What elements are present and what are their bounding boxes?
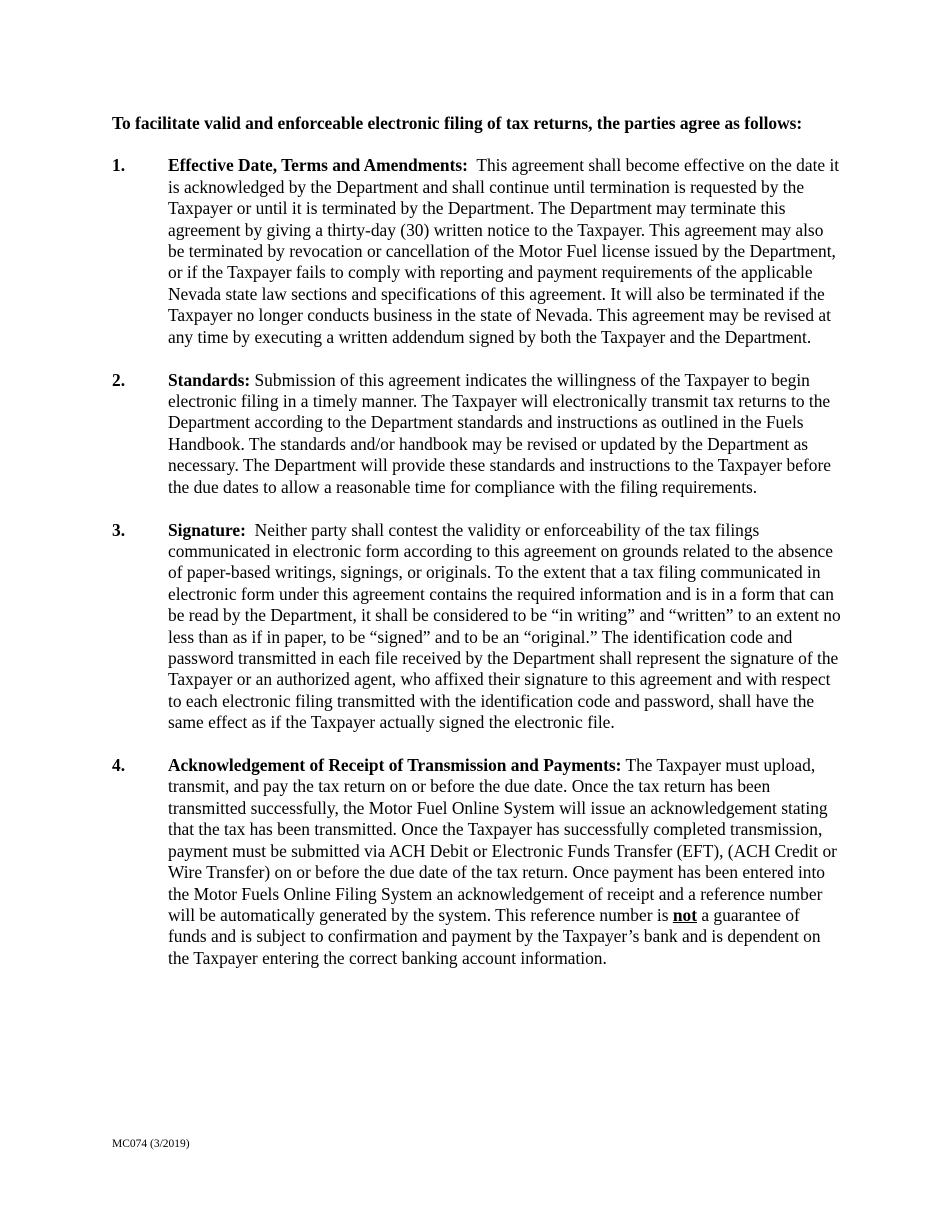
agreement-item-3 [112,520,842,734]
item-text-continued: a guarantee of funds and is subject to confirmation and payment by the Taxpayer’s bank and is dependent on the Taxpayer entering the correct banking account information. [168,904,821,968]
item-number: 3. [112,519,126,540]
item-number: 4. [112,755,126,776]
item-heading: Signature: [168,519,246,540]
intro-paragraph: To facilitate valid and enforceable electronic filing of tax returns, the parties agree as follows: [112,113,803,133]
item-text: The Taxpayer must upload, transmit, and pay the tax return on or before the due date. Once the tax return has been transmitted successfully, the Motor Fuel Online System will issue an acknowledgement stating that the tax has been transmitted. Once the Taxpayer has successfully completed transmission, payment must be submitted via ACH Debit or Electronic Funds Transfer (EFT), (ACH Credit or Wire Transfer) on or before the due date of the tax return. Once payment has been entered into the Motor Fuels Online Filing System an acknowledgement of receipt and a reference number will be automatically generated by the system. This reference number is [168,755,837,925]
item-heading: Effective Date, Terms and Amendments: [168,155,468,176]
emphasis-not: not [672,904,697,925]
document-page [112,113,842,991]
agreement-item-2 [112,370,842,498]
item-text: This agreement shall become effective on the date it is acknowledged by the Department and shall continue until termination is requested by the Taxpayer or until it is terminated by the Department. The Department may terminate this agreement by giving a thirty-day (30) written notice to the Taxpayer. This agreement may also be terminated by revocation or cancellation of the Motor Fuel license issued by the Department, or if the Taxpayer fails to comply with reporting and payment requirements of the applicable Nevada state law sections and specifications of this agreement. It will also be terminated if the Taxpayer no longer conducts business in the state of Nevada. This agreement may be revised at any time by executing a written addendum signed by both the Taxpayer and the Department. [168,155,840,347]
item-heading: Standards: [168,369,251,390]
agreement-item-4 [112,755,842,969]
item-text: Neither party shall contest the validity or enforceability of the tax filings communicated in electronic form according to this agreement on grounds related to the absence of paper-based writings, signings, or originals. To the extent that a tax filing communicated in electronic form under this agreement contains the required information and is in a form that can be read by the Department, it shall be considered to be “in writing” and “written” to an extent no less than as if in paper, to be “signed” and to be an “original.” The identification code and password transmitted in each file received by the Department shall represent the signature of the Taxpayer or an authorized agent, who affixed their signature to this agreement and with respect to each electronic filing transmitted with the identification code and password, shall have the same effect as if the Taxpayer actually signed the electronic file. [168,519,841,733]
item-text: Submission of this agreement indicates the willingness of the Taxpayer to begin electronic filing in a timely manner. The Taxpayer will electronically transmit tax returns to the Department according to the Department standards and instructions as outlined in the Fuels Handbook. The standards and/or handbook may be revised or updated by the Department as necessary. The Department will provide these standards and instructions to the Taxpayer before the due dates to allow a reasonable time for compliance with the filing requirements. [168,369,831,497]
item-heading: Acknowledgement of Receipt of Transmission and Payments: [168,755,622,776]
agreement-item-1 [112,155,842,348]
item-number: 2. [112,369,126,390]
item-number: 1. [112,155,126,176]
form-number-footer: MC074 (3/2019) [112,1138,190,1150]
